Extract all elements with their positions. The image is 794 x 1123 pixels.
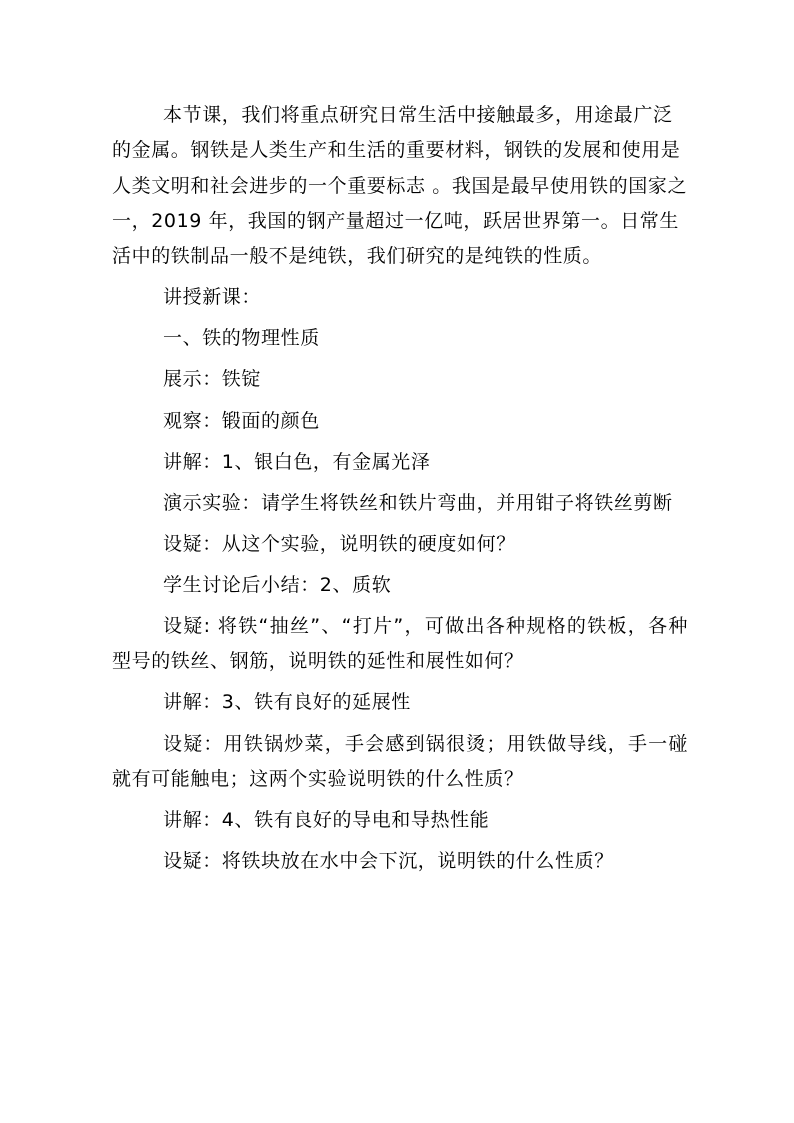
paragraph-explain-1: 讲解：1、银白色，有金属光泽: [163, 450, 431, 473]
paragraph-explain-4: 讲解：4、铁有良好的导电和导热性能: [163, 808, 490, 831]
paragraph-new-lesson: 讲授新课：: [163, 286, 262, 309]
paragraph-question-ductility: 设疑: 将铁“抽丝”、“打片”，可做出各种规格的铁板，各种型号的铁丝、钢筋，说明铁的延性和展性如何？: [112, 615, 688, 673]
paragraph-summary-2: 学生讨论后小结：2、质软: [163, 573, 392, 596]
paragraph-question-conductivity: 设疑：用铁锅炒菜，手会感到锅很烫；用铁做导线，手一碰就有可能触电；这两个实验说明铁的什么性质？: [112, 732, 688, 790]
paragraph-observe: 观察：锻面的颜色: [163, 409, 320, 432]
document-body: [112, 98, 688, 885]
section-heading-physical-properties: 一、铁的物理性质: [163, 327, 320, 350]
paragraph-question-density: 设疑：将铁块放在水中会下沉，说明铁的什么性质？: [163, 850, 614, 872]
paragraph-explain-3: 讲解：3、铁有良好的延展性: [163, 691, 411, 714]
paragraph-display: 展示：铁锭: [163, 368, 262, 391]
paragraph-intro: 本节课，我们将重点研究日常生活中接触最多，用途最广泛的金属。钢铁是人类生产和生活的重要材料，钢铁的发展和使用是人类文明和社会进步的一个重要标志 。我国是最早使用铁的国家之一，2019 年，我国的钢产量超过一亿吨，跃居世界第一。日常生活中的铁制品一般不是纯铁，我们研究的是纯铁的性质。: [112, 104, 688, 268]
paragraph-demo-experiment: 演示实验：请学生将铁丝和铁片弯曲，并用钳子将铁丝剪断: [163, 491, 673, 514]
paragraph-question-hardness: 设疑：从这个实验，说明铁的硬度如何？: [163, 532, 516, 555]
